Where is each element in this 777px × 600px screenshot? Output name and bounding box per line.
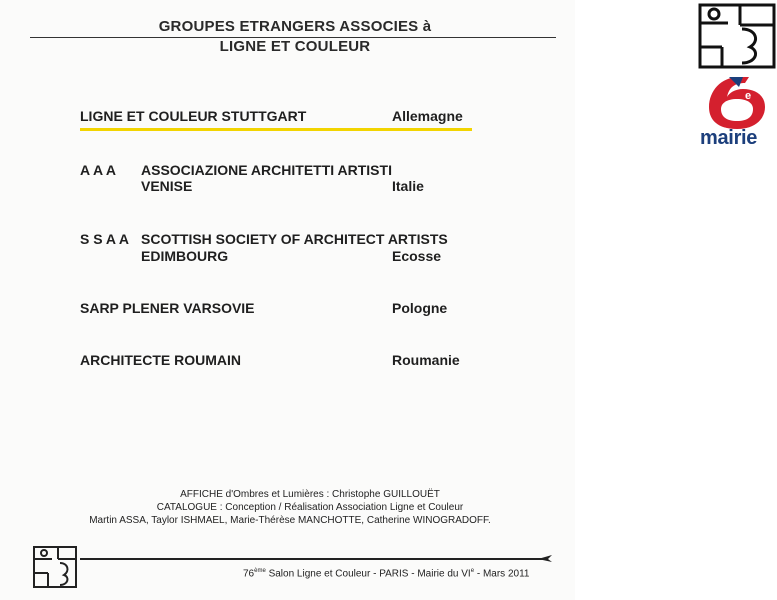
entry-name-5: ARCHITECTE ROUMAIN [80,352,241,368]
entry-name-2: ASSOCIAZIONE ARCHITETTI ARTISTI [141,162,392,178]
entry-name-3: SCOTTISH SOCIETY OF ARCHITECT ARTISTS [141,231,448,247]
entry-prefix-3: S S A A [80,231,130,247]
entry-name-1: LIGNE ET COULEUR STUTTGART [80,108,307,124]
footer-caption: 76ème Salon Ligne et Couleur - PARIS - Mairie du VIe - Mars 2011 [243,568,530,580]
ligne-couleur-logo [698,3,776,69]
credits-line2: CATALOGUE : Conception / Réalisation Association Ligne et Couleur [156,502,464,513]
entry-country-2: Italie [392,178,424,194]
mairie-superscript: e [745,90,752,102]
rule-end-ornament [538,553,554,563]
highlight-underline [80,128,472,131]
mairie-6e-logo [699,73,775,129]
credits-line1: AFFICHE d'Ombres et Lumières : Christophe GUILLOUËT [180,489,440,500]
entry-city-3: EDIMBOURG [141,248,229,264]
entry-city-2: VENISE [141,178,193,194]
entry-country-3: Ecosse [392,248,442,264]
credits-line3: Martin ASSA, Taylor ISHMAEL, Marie-Thérèse MANCHOTTE, Catherine WINOGRADOFF. [89,515,491,526]
entry-country-5: Roumanie [392,352,460,368]
entry-country-1: Allemagne [392,108,463,124]
entry-country-4: Pologne [392,300,448,316]
ligne-couleur-logo-small [32,545,78,589]
entry-prefix-2: A A A [80,162,117,178]
page-title-line2: LIGNE ET COULEUR [219,38,371,55]
footer-rule [80,558,546,560]
mairie-label: mairie [700,127,758,149]
entry-name-4: SARP PLENER VARSOVIE [80,300,255,316]
page-title-line1: GROUPES ETRANGERS ASSOCIES à [158,18,432,35]
